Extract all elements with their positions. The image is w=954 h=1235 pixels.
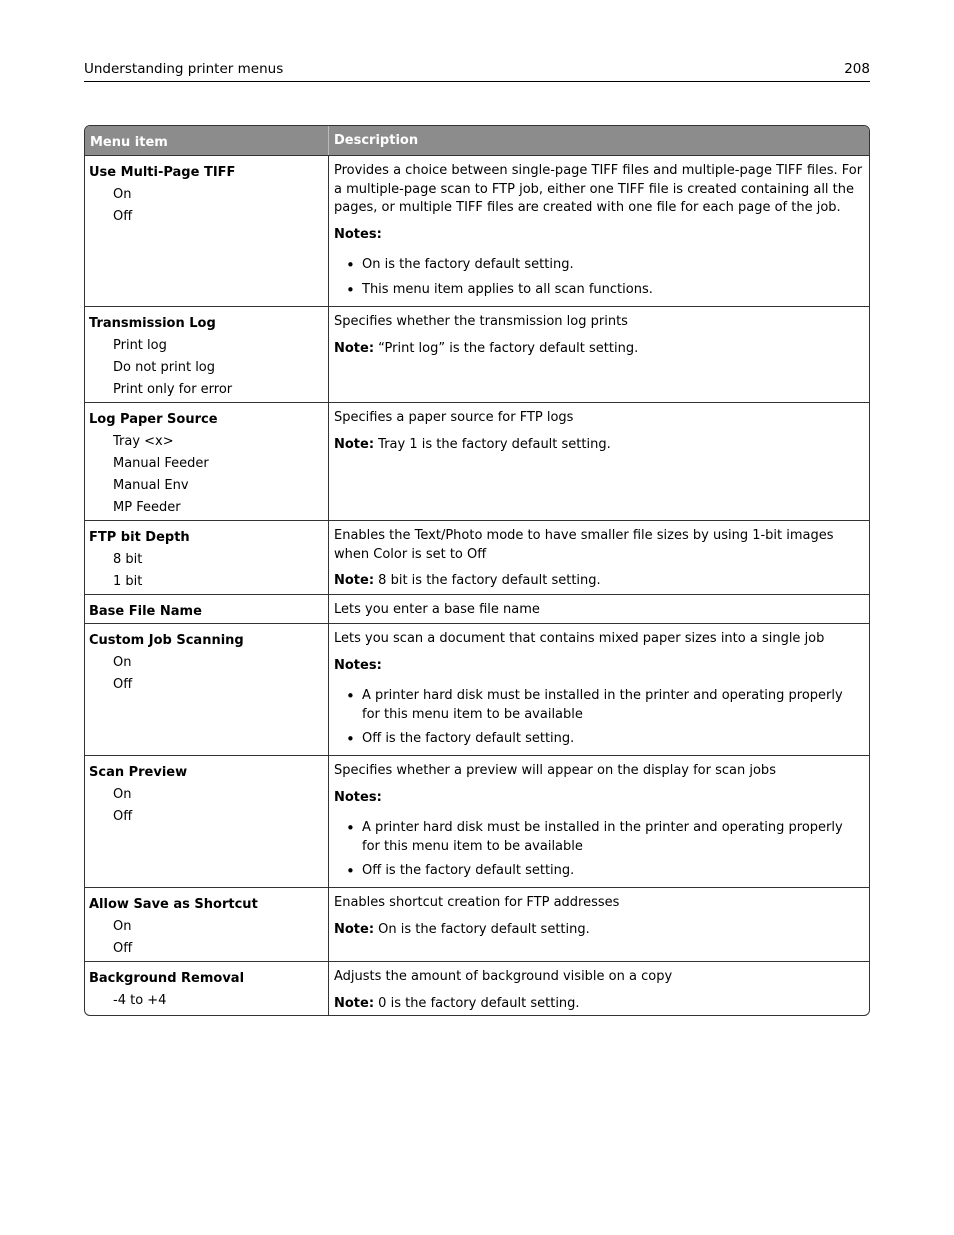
menu-item-cell (85, 624, 329, 755)
menu-option: Off (113, 677, 133, 692)
description-cell (329, 624, 869, 755)
description-text: Lets you scan a document that contains mixed paper sizes into a single job (334, 631, 825, 646)
note-label: Note: (334, 340, 375, 356)
note-text: On is the factory default setting. (374, 921, 590, 937)
menu-option: Manual Feeder (113, 456, 209, 471)
note-bullet: • On is the factory default setting. (334, 256, 864, 275)
note-line (334, 436, 864, 455)
page-number: 208 (844, 61, 870, 77)
menu-option: Manual Env (113, 478, 189, 493)
description-text: Specifies a paper source for FTP logs (334, 410, 574, 425)
description-cell (329, 521, 869, 594)
description-cell (329, 595, 869, 623)
menu-option: MP Feeder (113, 500, 181, 515)
menu-option: Tray <x> (113, 434, 174, 449)
menu-item-cell (85, 962, 329, 1015)
page-header (84, 60, 870, 82)
description-text: Lets you enter a base file name (334, 602, 540, 617)
description-cell (329, 756, 869, 887)
description-cell (329, 307, 869, 402)
menu-option: Off (113, 809, 133, 824)
menu-item-name: Log Paper Source (89, 412, 218, 427)
menu-item-name: FTP bit Depth (89, 530, 190, 545)
menu-item-cell (85, 307, 329, 402)
table-row (85, 402, 869, 520)
description-cell (329, 403, 869, 520)
menu-item-cell (85, 403, 329, 520)
notes-label: Notes: (334, 226, 382, 242)
note-line (334, 572, 864, 591)
menu-item-name: Transmission Log (89, 316, 216, 331)
table-row (85, 755, 869, 887)
menu-option: 8 bit (113, 552, 143, 567)
menu-table (84, 125, 870, 1016)
column-header-description: Description (334, 133, 419, 148)
table-row (85, 520, 869, 594)
menu-item-cell (85, 888, 329, 961)
note-text: 8 bit is the factory default setting. (374, 573, 601, 588)
menu-option: -4 to +4 (113, 993, 167, 1008)
note-label: Note: (334, 921, 375, 937)
note-line (334, 921, 864, 940)
column-header-menu-item: Menu item (85, 126, 329, 155)
page-header-title: Understanding printer menus (84, 61, 284, 77)
menu-option: Off (113, 941, 133, 956)
menu-item-name: Allow Save as Shortcut (89, 897, 258, 912)
menu-option: Off (113, 209, 133, 224)
notes-label: Notes: (334, 789, 382, 805)
table-row (85, 306, 869, 402)
menu-item-name: Base File Name (89, 604, 202, 619)
note-bullet: • A printer hard disk must be installed in the printer and operating properly for this menu item to be available (334, 687, 864, 724)
description-cell (329, 156, 869, 306)
menu-item-name: Scan Preview (89, 765, 188, 780)
description-cell (329, 962, 869, 1015)
notes-list (334, 819, 864, 881)
notes-list (334, 256, 864, 299)
menu-item-name: Custom Job Scanning (89, 633, 244, 648)
note-label: Note: (334, 436, 375, 452)
note-bullet: • A printer hard disk must be installed in the printer and operating properly for this menu item to be available (334, 819, 864, 856)
menu-item-cell (85, 756, 329, 887)
menu-item-cell (85, 595, 329, 623)
note-text: 0 is the factory default setting. (374, 995, 580, 1011)
description-text: Provides a choice between single-page TIFF files and multiple-page TIFF files. For a multiple-page scan to FTP job, either one TIFF file is created containing all the pages, or multiple TIFF files are created with one file for each page of the job. (334, 163, 863, 215)
note-line (334, 340, 864, 359)
description-text: Enables shortcut creation for FTP addresses (334, 895, 620, 910)
menu-option: On (113, 187, 132, 202)
menu-option: Do not print log (113, 360, 216, 375)
menu-item-name: Background Removal (89, 971, 245, 986)
description-text: Enables the Text/Photo mode to have smaller file sizes by using 1-bit images when Color is set to Off (334, 528, 834, 562)
notes-list (334, 687, 864, 749)
menu-option: 1 bit (113, 574, 143, 589)
description-cell (329, 888, 869, 961)
menu-option: On (113, 787, 132, 802)
menu-item-cell (85, 521, 329, 594)
note-label: Note: (334, 995, 375, 1011)
note-bullet: • Off is the factory default setting. (334, 862, 864, 881)
table-row (85, 961, 869, 1015)
table-row (85, 594, 869, 623)
menu-option: On (113, 919, 132, 934)
note-line (334, 995, 864, 1014)
note-bullet: • This menu item applies to all scan functions. (334, 281, 864, 300)
description-text: Adjusts the amount of background visible on a copy (334, 969, 673, 984)
note-text: “Print log” is the factory default setting. (374, 340, 639, 356)
notes-label: Notes: (334, 657, 382, 673)
note-text: Tray 1 is the factory default setting. (374, 436, 611, 452)
description-text: Specifies whether a preview will appear on the display for scan jobs (334, 763, 776, 778)
menu-option: Print log (113, 338, 167, 353)
table-header-row (85, 126, 869, 155)
menu-item-name: Use Multi-Page TIFF (89, 165, 236, 180)
note-label: Note: (334, 573, 375, 588)
table-row (85, 155, 869, 306)
description-text: Specifies whether the transmission log prints (334, 314, 628, 329)
note-bullet: • Off is the factory default setting. (334, 730, 864, 749)
menu-item-cell (85, 156, 329, 306)
menu-option: On (113, 655, 132, 670)
table-row (85, 887, 869, 961)
table-row (85, 623, 869, 755)
menu-option: Print only for error (113, 382, 233, 397)
